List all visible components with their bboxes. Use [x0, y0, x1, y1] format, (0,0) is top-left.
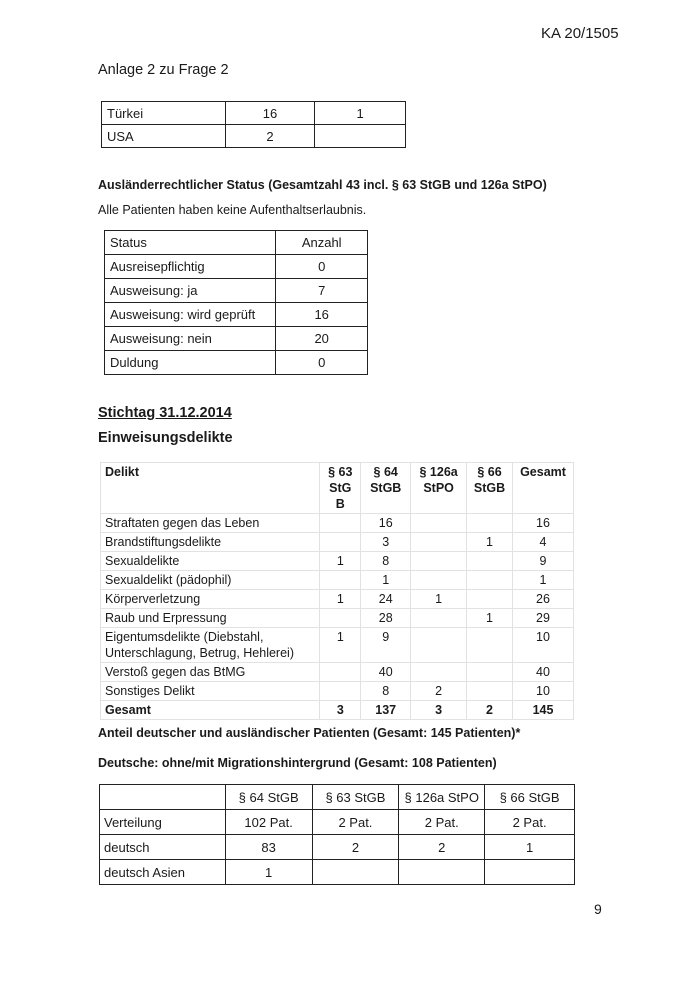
value-cell: 2	[225, 125, 315, 148]
value-cell	[411, 609, 467, 628]
table-row	[105, 303, 368, 327]
total-cell: 3	[411, 701, 467, 720]
count-cell: 0	[276, 255, 368, 279]
value-cell	[399, 860, 485, 885]
total-row	[101, 701, 574, 720]
value-cell	[411, 533, 467, 552]
table-row	[101, 533, 574, 552]
total-cell: 137	[361, 701, 411, 720]
status-cell: Ausweisung: wird geprüft	[105, 303, 276, 327]
total-cell: 3	[320, 701, 361, 720]
value-cell: 2	[399, 835, 485, 860]
column-header: § 126a StPO	[399, 785, 485, 810]
total-cell: 145	[513, 701, 574, 720]
column-header: § 64 StGB	[361, 463, 411, 514]
value-cell: 24	[361, 590, 411, 609]
value-cell: 28	[361, 609, 411, 628]
row-label: deutsch Asien	[100, 860, 226, 885]
table-row	[105, 327, 368, 351]
value-cell: 2 Pat.	[399, 810, 485, 835]
country-cell: Türkei	[102, 102, 226, 125]
page-number: 9	[594, 901, 602, 917]
value-cell	[411, 628, 467, 663]
value-cell: 1	[411, 590, 467, 609]
status-cell: Ausweisung: ja	[105, 279, 276, 303]
table-row	[100, 810, 575, 835]
table-header-row	[100, 785, 575, 810]
status-cell: Duldung	[105, 351, 276, 375]
value-cell: 10	[513, 682, 574, 701]
delikt-cell: Körperverletzung	[101, 590, 320, 609]
value-cell: 2	[411, 682, 467, 701]
value-cell	[467, 571, 513, 590]
delikt-cell: Straftaten gegen das Leben	[101, 514, 320, 533]
value-cell	[467, 552, 513, 571]
status-cell: Ausreisepflichtig	[105, 255, 276, 279]
count-cell: 20	[276, 327, 368, 351]
table-row	[101, 571, 574, 590]
column-header: § 64 StGB	[225, 785, 312, 810]
table-row	[102, 125, 406, 148]
value-cell: 2 Pat.	[485, 810, 575, 835]
table-row	[105, 279, 368, 303]
value-cell	[312, 860, 399, 885]
status-cell: Ausweisung: nein	[105, 327, 276, 351]
table-row	[101, 682, 574, 701]
column-header: § 66 StGB	[467, 463, 513, 514]
value-cell: 1	[320, 552, 361, 571]
column-header: § 63 StGB	[312, 785, 399, 810]
value-cell	[467, 628, 513, 663]
value-cell	[485, 860, 575, 885]
verteilung-table	[99, 784, 575, 885]
value-cell	[467, 590, 513, 609]
delikt-cell: Sexualdelikt (pädophil)	[101, 571, 320, 590]
value-cell	[411, 663, 467, 682]
row-label: deutsch	[100, 835, 226, 860]
table-row	[101, 663, 574, 682]
total-label: Gesamt	[101, 701, 320, 720]
column-header: § 126a StPO	[411, 463, 467, 514]
value-cell: 1	[485, 835, 575, 860]
table-row	[101, 609, 574, 628]
value-cell: 1	[467, 609, 513, 628]
value-cell: 9	[361, 628, 411, 663]
value-cell: 16	[513, 514, 574, 533]
row-label: Verteilung	[100, 810, 226, 835]
value-cell: 2	[312, 835, 399, 860]
table-row	[101, 628, 574, 663]
column-header: Anzahl	[276, 231, 368, 255]
value-cell: 3	[361, 533, 411, 552]
table-header-row	[105, 231, 368, 255]
value-cell: 40	[361, 663, 411, 682]
value-cell: 1	[467, 533, 513, 552]
value-cell: 102 Pat.	[225, 810, 312, 835]
value-cell	[411, 571, 467, 590]
value-cell: 26	[513, 590, 574, 609]
column-header	[100, 785, 226, 810]
table-row	[101, 514, 574, 533]
delikt-cell: Verstoß gegen das BtMG	[101, 663, 320, 682]
delikt-cell: Sonstiges Delikt	[101, 682, 320, 701]
value-cell	[320, 609, 361, 628]
status-heading: Ausländerrechtlicher Status (Gesamtzahl 43 incl. § 63 StGB und 126a StPO)	[98, 178, 547, 192]
value-cell	[320, 571, 361, 590]
value-cell: 9	[513, 552, 574, 571]
table-row	[100, 835, 575, 860]
country-cell: USA	[102, 125, 226, 148]
deutsche-heading: Deutsche: ohne/mit Migrationshintergrund (Gesamt: 108 Patienten)	[98, 756, 497, 770]
value-cell: 16	[361, 514, 411, 533]
value-cell: 1	[315, 102, 406, 125]
value-cell	[315, 125, 406, 148]
value-cell	[320, 533, 361, 552]
table-row	[100, 860, 575, 885]
value-cell	[467, 682, 513, 701]
value-cell: 1	[225, 860, 312, 885]
value-cell	[467, 514, 513, 533]
status-note: Alle Patienten haben keine Aufenthaltserlaubnis.	[98, 203, 367, 217]
value-cell	[320, 682, 361, 701]
delikt-cell: Sexualdelikte	[101, 552, 320, 571]
stichtag-heading: Stichtag 31.12.2014	[98, 405, 232, 421]
anlage-label: Anlage 2 zu Frage 2	[98, 62, 229, 78]
value-cell: 8	[361, 682, 411, 701]
column-header: Delikt	[101, 463, 320, 514]
value-cell	[411, 514, 467, 533]
table-row	[101, 552, 574, 571]
column-header: Status	[105, 231, 276, 255]
value-cell	[320, 663, 361, 682]
value-cell: 2 Pat.	[312, 810, 399, 835]
column-header: § 66 StGB	[485, 785, 575, 810]
count-cell: 0	[276, 351, 368, 375]
value-cell: 29	[513, 609, 574, 628]
value-cell	[411, 552, 467, 571]
table-row	[102, 102, 406, 125]
column-header: Gesamt	[513, 463, 574, 514]
total-cell: 2	[467, 701, 513, 720]
value-cell	[320, 514, 361, 533]
anteil-heading: Anteil deutscher und ausländischer Patienten (Gesamt: 145 Patienten)*	[98, 726, 521, 740]
count-cell: 7	[276, 279, 368, 303]
delikt-cell: Raub und Erpressung	[101, 609, 320, 628]
count-cell: 16	[276, 303, 368, 327]
einweisungsdelikte-title: Einweisungsdelikte	[98, 430, 233, 446]
value-cell: 4	[513, 533, 574, 552]
delikte-table	[100, 462, 574, 720]
value-cell: 10	[513, 628, 574, 663]
column-header: § 63 StG B	[320, 463, 361, 514]
value-cell: 1	[361, 571, 411, 590]
table-row	[105, 255, 368, 279]
value-cell: 16	[225, 102, 315, 125]
status-table	[104, 230, 368, 375]
table-row	[101, 590, 574, 609]
country-table	[101, 101, 406, 148]
value-cell	[467, 663, 513, 682]
table-header-row	[101, 463, 574, 514]
value-cell: 40	[513, 663, 574, 682]
value-cell: 1	[513, 571, 574, 590]
value-cell: 8	[361, 552, 411, 571]
table-row	[105, 351, 368, 375]
doc-id: KA 20/1505	[541, 25, 619, 42]
value-cell: 1	[320, 590, 361, 609]
value-cell: 1	[320, 628, 361, 663]
value-cell: 83	[225, 835, 312, 860]
delikt-cell: Brandstiftungsdelikte	[101, 533, 320, 552]
delikt-cell: Eigentumsdelikte (Diebstahl, Unterschlagung, Betrug, Hehlerei)	[101, 628, 320, 663]
